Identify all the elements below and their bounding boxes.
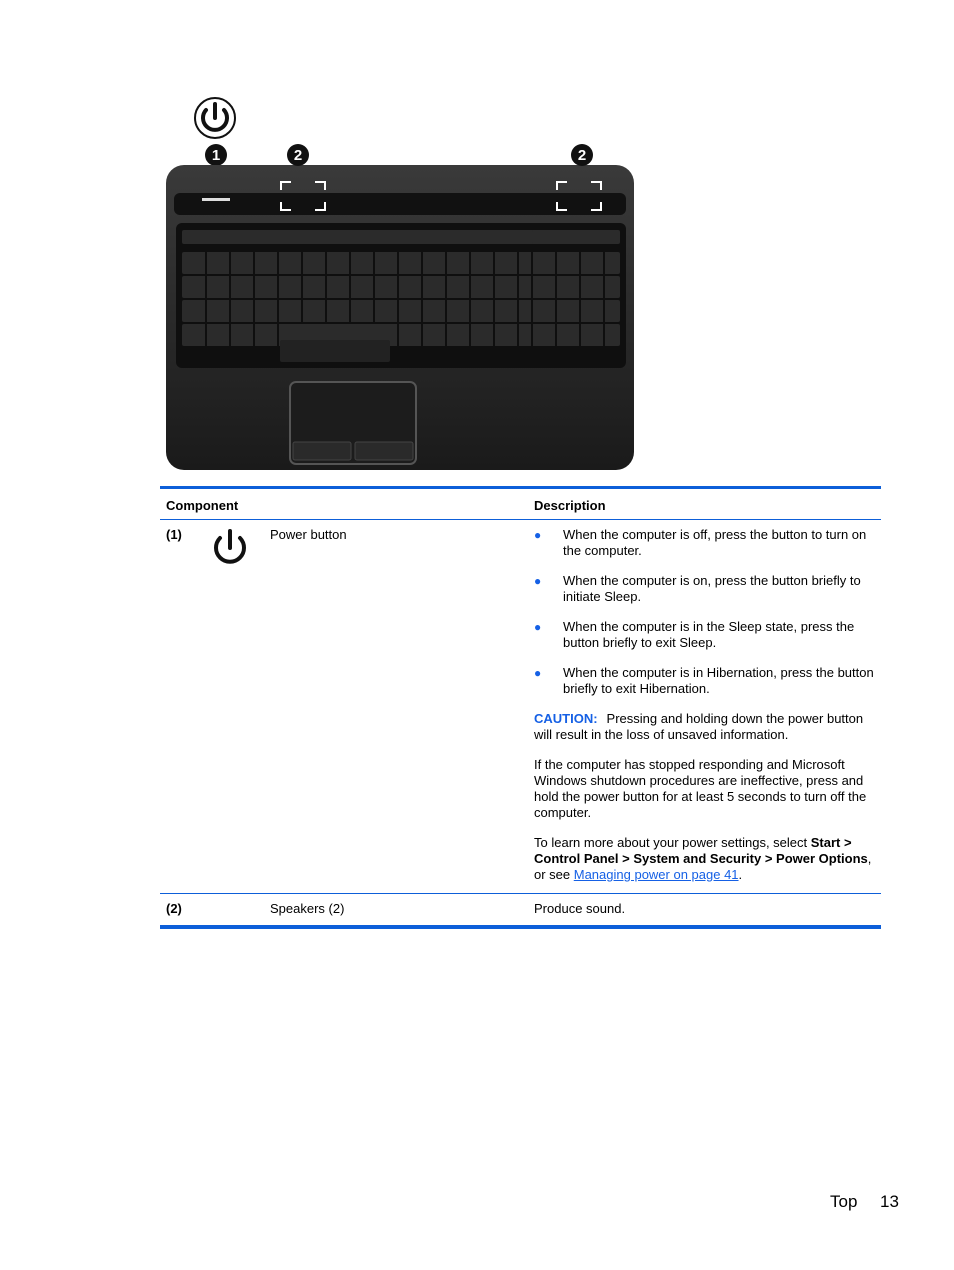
list-item: ● When the computer is in Hibernation, press the button briefly to exit Hibernation. [534,665,874,696]
power-icon [195,98,235,138]
component-name: Power button [270,527,347,542]
page-number: 13 [880,1192,899,1211]
list-item: ● When the computer is in the Sleep state, press the button briefly to exit Sleep. [534,619,855,650]
learn-more-note: To learn more about your power settings, select Start > Control Panel > System and Security > Power Options, or see Managing power on page 41. [534,835,872,882]
touchpad-left-button [293,442,351,460]
row-number: (1) [166,527,182,542]
caution-note [534,711,874,743]
list-item: ● When the computer is off, press the button to turn on the computer. [534,527,867,558]
hinge-strip [174,193,626,215]
row-number: (2) [166,901,182,916]
table-row [160,520,881,893]
managing-power-link[interactable]: Managing power on page 41 [573,867,739,882]
header-component: Component [166,498,239,513]
component-description [534,527,874,897]
caution-label: CAUTION: [534,711,598,726]
svg-text:2: 2 [293,147,303,164]
header-description: Description [534,498,606,513]
power-icon [210,528,250,574]
unresponsive-note: If the computer has stopped responding and Microsoft Windows shutdown procedures are ineffective, press and hold the power button for at least 5 seconds to turn off the computer. [534,757,867,820]
caution-text: Pressing and holding down the power button will result in the loss of unsaved information. [534,711,864,742]
table-header [160,489,881,519]
footer-section: Top [830,1192,858,1211]
table-row [160,894,881,925]
table-bottom-rule [160,925,881,929]
list-item: ● When the computer is on, press the button briefly to initiate Sleep. [534,573,861,604]
component-description: Produce sound. [534,901,626,916]
svg-text:2: 2 [577,147,587,164]
menu-path: Start > Control Panel > System and Security > Power Options [534,835,868,866]
svg-text:1: 1 [211,147,221,164]
touchpad-right-button [355,442,413,460]
power-button [202,198,230,201]
laptop-top-view-illustration [160,90,650,480]
component-name: Speakers (2) [270,901,345,916]
component-table [160,486,881,929]
